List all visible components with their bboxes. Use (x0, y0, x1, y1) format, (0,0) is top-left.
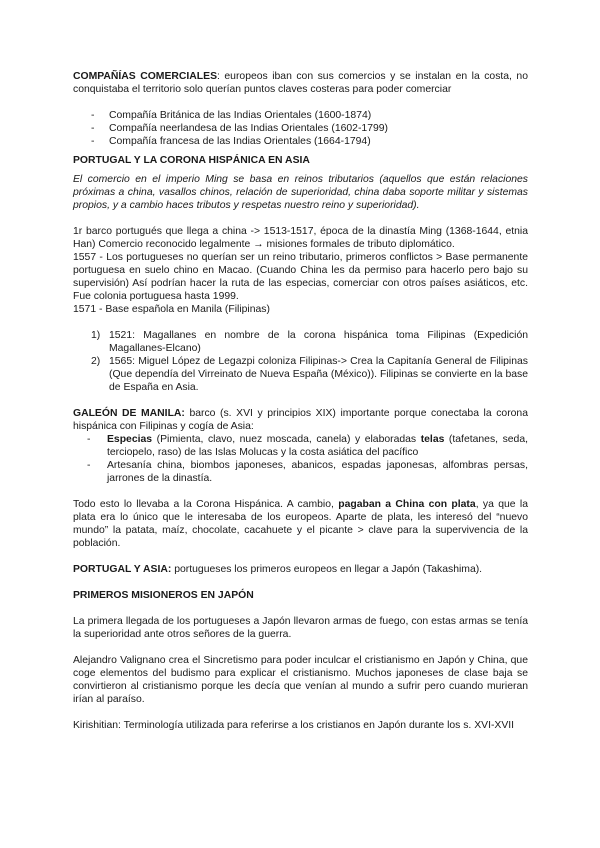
portugal-asia-heading: PORTUGAL Y ASIA: (73, 564, 172, 575)
list-item: - Artesanía china, biombos japoneses, abanicos, espadas japonesas, alfombras persas, jarrones de la dinastía. (87, 460, 528, 484)
companias-text: : europeos iban con sus comercios y se instalan en la costa, no conquistaba el territorio solo querían puntos claves costeras para poder comerciar (73, 71, 528, 95)
galeon-list (73, 433, 528, 485)
list-item: 1) 1521: Magallanes en nombre de la corona hispánica toma Filipinas (Expedición Magallanes-Elcano) (91, 330, 528, 354)
list-item: 2) 1565: Miguel López de Legazpi coloniza Filipinas-> Crea la Capitanía General de Filipinas (Que dependía del Virreinato de Nueva España (México)). Filipinas se convierte en la base de España en Asia. (91, 356, 528, 393)
list-item: - Compañía neerlandesa de las Indias Orientales (1602-1799) (91, 123, 388, 134)
galeon-paragraph: GALEÓN DE MANILA: barco (s. XVI y principios XIX) importante porque conectaba la corona hispánica con Filipinas y cogía de Asia: (73, 408, 528, 432)
misioneros-p2: Alejandro Valignano crea el Sincretismo para poder inculcar el cristianismo en Japón y China, que coge elementos del budismo para explicar el cristianismo. Muchos japoneses de clase baja se convirtieron al cristianismo porque les decía que venían al mundo a sufrir pero cuando murieran irían al paraíso. (73, 655, 528, 705)
portugal-asia-paragraph: PORTUGAL Y ASIA: portugueses los primeros europeos en llegar a Japón (Takashima). (73, 564, 483, 575)
companias-list (73, 109, 528, 148)
list-item: - Especias (Pimienta, clavo, nuez moscada, canela) y elaboradas telas (tafetanes, seda, terciopelo, raso) de las Islas Molucas y la costa asiática del pacífico (87, 434, 528, 458)
list-item: - Compañía francesa de las Indias Orientales (1664-1794) (91, 136, 371, 147)
ming-italic-paragraph: El comercio en el imperio Ming se basa en reinos tributarios (aquellos que están relaciones próximas a china, vasallos chinos, relación de superioridad, china daba soporte militar y sistemas propios, y a cambio haces tributos y respetas nuestro reino y superioridad). (73, 174, 528, 211)
first-ship-paragraph: 1r barco portugués que llega a china -> 1513-1517, época de la dinastía Ming (1368-1644, etnia Han) Comercio reconocido legalmente → misiones formales de tributo diplomático. (73, 226, 528, 250)
portugal-corona-heading: PORTUGAL Y LA CORONA HISPÁNICA EN ASIA (73, 155, 310, 166)
misioneros-p3: Kirishitian: Terminología utilizada para referirse a los cristianos en Japón durante los s. XVI-XVII (73, 720, 515, 731)
galeon-heading: GALEÓN DE MANILA: (73, 408, 185, 419)
macao-paragraph: 1557 - Los portugueses no querían ser un reino tributario, primeros conflictos > Base permanente portuguesa en suelo chino en Macao. (Cuando China les da permiso para hacerlo pero bajo su supervisión) Así podrían hacer la ruta de las especias, comerciar con otros países asiáticos, etc. Fue colonia portuguesa hasta 1999. (73, 252, 528, 302)
corona-paragraph: Todo esto lo llevaba a la Corona Hispánica. A cambio, pagaban a China con plata, ya que la plata era lo único que le interesaba de los europeos. Aparte de plata, les interesó del “nuevo mundo” la patata, maíz, chocolate, cacahuete y el picante > clave para la supervivencia de la población. (73, 499, 528, 549)
misioneros-heading: PRIMEROS MISIONEROS EN JAPÓN (73, 590, 254, 601)
companias-heading: COMPAÑÍAS COMERCIALES (73, 71, 218, 82)
misioneros-p1: La primera llegada de los portugueses a Japón llevaron armas de fuego, con estas armas se tenía la superioridad ante otros señores de la guerra. (73, 616, 528, 640)
companias-paragraph (73, 70, 528, 96)
philippines-list (73, 329, 528, 394)
manila-paragraph: 1571 - Base española en Manila (Filipinas) (73, 304, 270, 315)
list-item: - Compañía Británica de las Indias Orientales (1600-1874) (91, 110, 372, 121)
